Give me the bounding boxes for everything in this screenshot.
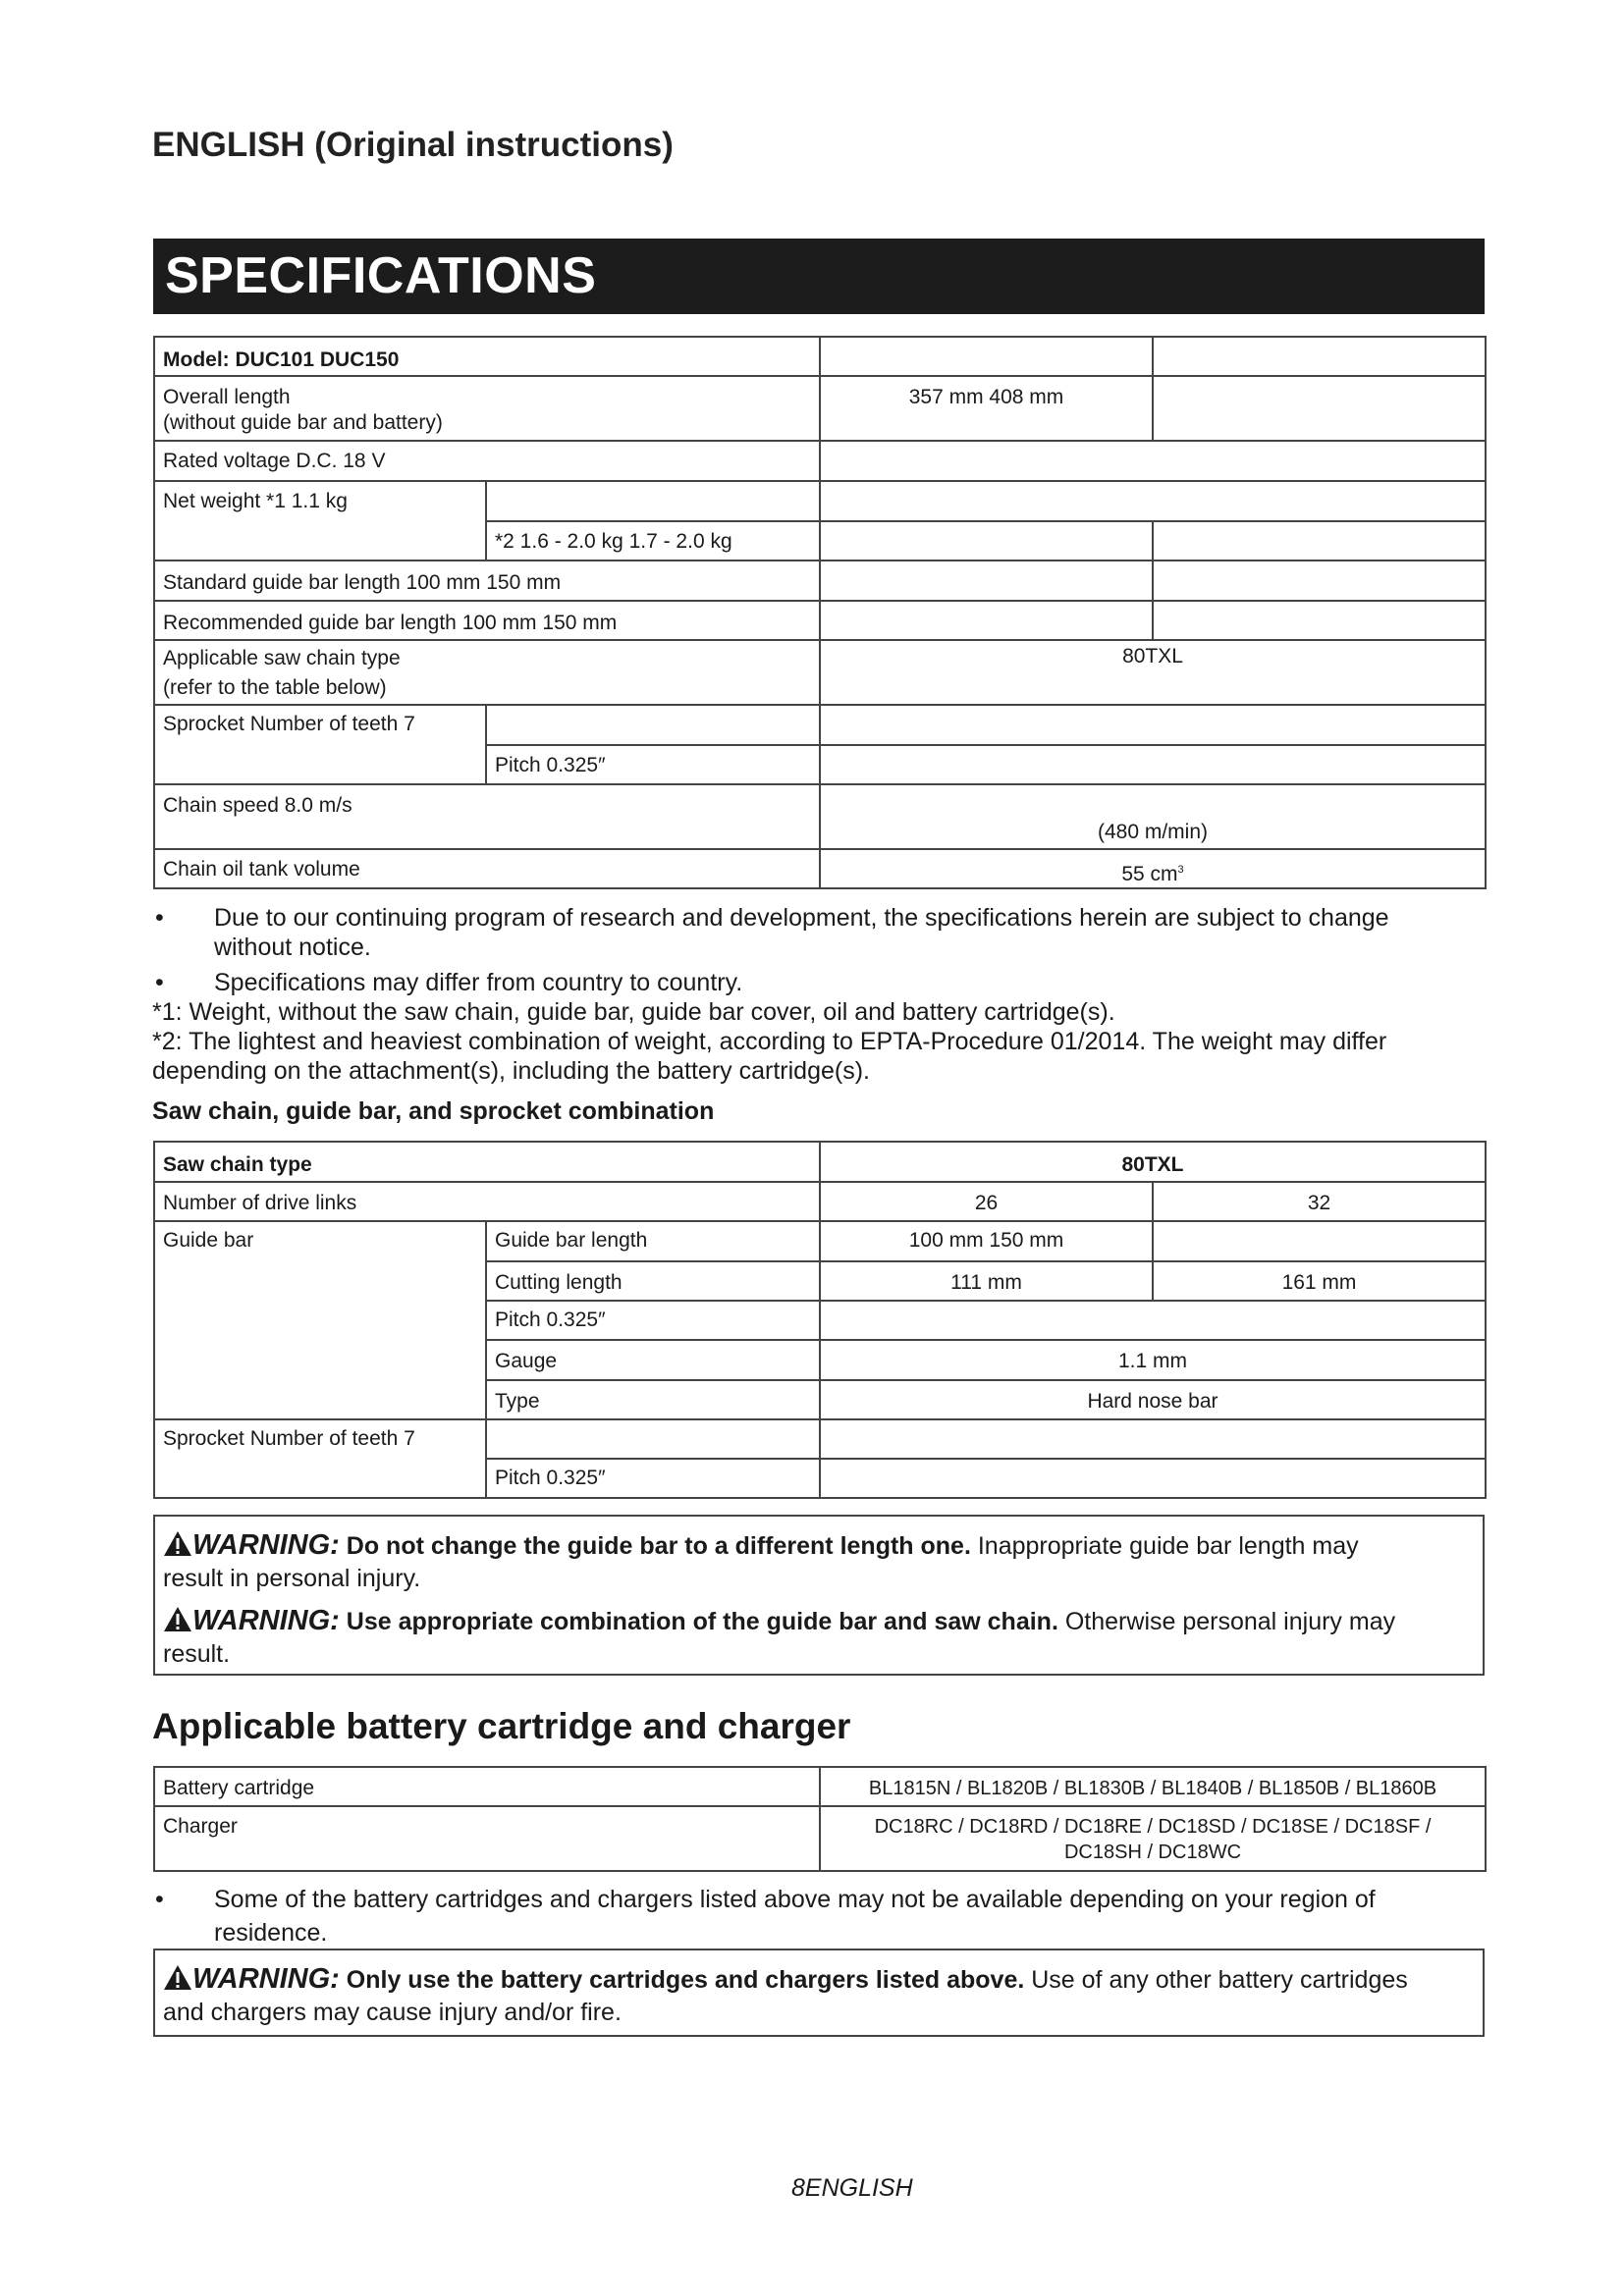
net-weight-2-cell: *2 1.6 - 2.0 kg 1.7 - 2.0 kg [486,521,820,561]
oil-tank-value: 55 cm [1121,863,1178,885]
recommended-guide-bar-cell: Recommended guide bar length 100 mm 150 mm [154,601,820,640]
table-row [154,1142,1486,1182]
charger-value-line-2: DC18SH / DC18WC [1063,1842,1242,1863]
cutting-length-111: 111 mm [820,1261,1153,1301]
warning-triangle-icon [163,1964,192,1991]
combination-table [153,1141,1487,1499]
overall-length-value: 357 mm 408 mm [820,376,1153,441]
warning-1-rest: Inappropriate guide bar length may [977,1532,1359,1560]
table-row [154,1221,1486,1261]
note-bullet-1-line-2: without notice. [214,934,371,961]
bullet-3: • [155,1886,164,1913]
footnote-2-line-1: *2: The lightest and heaviest combination of weight, according to EPTA-Procedure 01/2014. The weight may differ [152,1028,1387,1055]
warning-1-bold: Do not change the guide bar to a different length one. [346,1532,971,1560]
table-row [154,1182,1486,1221]
gauge-label: Gauge [486,1340,820,1380]
saw-chain-type-value: 80TXL [820,640,1486,705]
specifications-table [153,336,1487,889]
battery-cartridge-label: Battery cartridge [154,1767,820,1806]
warning-triangle-icon [163,1606,192,1632]
spec-notes [152,903,1497,1095]
oil-tank-unit-sup: 3 [1177,864,1184,876]
table-row [154,337,1486,376]
warning-3-line-2: and chargers may cause injury and/or fire. [163,1999,622,2026]
pitch-cell: Pitch 0.325″ [486,745,820,784]
warning-box-battery [153,1949,1485,2037]
chain-speed-value: (480 m/min) [820,784,1486,849]
standard-guide-bar-cell: Standard guide bar length 100 mm 150 mm [154,561,820,601]
table-row [154,849,1486,888]
model-cell: Model: DUC101 DUC150 [154,337,820,376]
note-bullet-2: Specifications may differ from country to country. [214,969,743,996]
gauge-value: 1.1 mm [820,1340,1486,1380]
pitch-label: Pitch 0.325″ [486,1301,820,1340]
guide-bar-length-value: 100 mm 150 mm [820,1221,1153,1261]
specifications-title: SPECIFICATIONS [165,247,597,304]
warning-1-line-2: result in personal injury. [163,1565,421,1592]
warning-2-line-2: result. [163,1640,231,1668]
chain-speed-cell: Chain speed 8.0 m/s [154,784,820,849]
table-row [154,441,1486,481]
warning-triangle-icon [163,1530,192,1557]
warning-box-guide-bar [153,1515,1485,1676]
battery-heading: Applicable battery cartridge and charger [152,1706,851,1746]
note-bullet-1-line-1: Due to our continuing program of research and development, the specifications herein are subject to change [214,904,1389,932]
type-label: Type [486,1380,820,1419]
rated-voltage-cell: Rated voltage D.C. 18 V [154,441,820,481]
warning-2 [163,1606,1475,1637]
warning-label: WARNING: [192,1529,340,1561]
table-row [154,784,1486,849]
charger-value-line-1: DC18RC / DC18RD / DC18RE / DC18SD / DC18SE / DC18SF / [874,1816,1432,1838]
drive-links-32: 32 [1153,1182,1486,1221]
sprocket-pitch-label: Pitch 0.325″ [486,1459,820,1498]
saw-chain-type-label: Applicable saw chain type [163,647,401,669]
warning-1 [163,1530,1475,1562]
table-row [154,1806,1486,1871]
net-weight-cell: Net weight *1 1.1 kg [154,481,486,561]
guide-bar-length-label: Guide bar length [486,1221,820,1261]
sprocket-label: Sprocket Number of teeth 7 [154,1419,486,1498]
warning-2-bold: Use appropriate combination of the guide bar and saw chain. [346,1608,1058,1635]
overall-length-sub: (without guide bar and battery) [163,411,443,434]
table-row [154,1419,1486,1459]
warning-2-rest: Otherwise personal injury may [1064,1608,1396,1635]
battery-note-line-1: Some of the battery cartridges and chargers listed above may not be available depending on your region of [214,1886,1376,1913]
table-row [154,561,1486,601]
warning-3-bold: Only use the battery cartridges and chargers listed above. [346,1966,1025,1994]
battery-note-line-2: residence. [214,1919,328,1947]
oil-tank-cell: Chain oil tank volume [154,849,820,888]
type-value: Hard nose bar [820,1380,1486,1419]
warning-label: WARNING: [192,1605,340,1636]
table-row [154,601,1486,640]
language-title: ENGLISH (Original instructions) [152,126,674,164]
saw-chain-type-header: Saw chain type [154,1142,820,1182]
table-row [154,705,1486,745]
saw-chain-value-header: 80TXL [820,1142,1486,1182]
guide-bar-label: Guide bar [154,1221,486,1419]
drive-links-26: 26 [820,1182,1153,1221]
page-footer: 8ENGLISH [791,2174,913,2202]
table-row [154,481,1486,521]
sprocket-cell: Sprocket Number of teeth 7 [154,705,486,784]
warning-label: WARNING: [192,1963,340,1995]
saw-chain-type-sub: (refer to the table below) [163,676,387,699]
footnote-1: *1: Weight, without the saw chain, guide bar, guide bar cover, oil and battery cartridge(s). [152,998,1115,1026]
bullet-1: • [155,904,164,932]
overall-length-label: Overall length [163,386,291,408]
battery-note [152,1885,1497,1948]
combination-heading: Saw chain, guide bar, and sprocket combination [152,1097,715,1125]
table-row [154,1767,1486,1806]
battery-cartridge-value: BL1815N / BL1820B / BL1830B / BL1840B / BL1850B / BL1860B [820,1767,1486,1806]
cutting-length-161: 161 mm [1153,1261,1486,1301]
drive-links-label: Number of drive links [154,1182,820,1221]
table-row [154,376,1486,441]
warning-3 [163,1964,1475,1996]
charger-label: Charger [154,1806,820,1871]
cutting-length-label: Cutting length [486,1261,820,1301]
warning-3-rest: Use of any other battery cartridges [1031,1966,1408,1994]
table-row [154,640,1486,705]
footnote-2-line-2: depending on the attachment(s), including the battery cartridge(s). [152,1057,870,1085]
battery-table [153,1766,1487,1872]
specifications-title-bar [153,239,1485,314]
bullet-2: • [155,969,164,996]
